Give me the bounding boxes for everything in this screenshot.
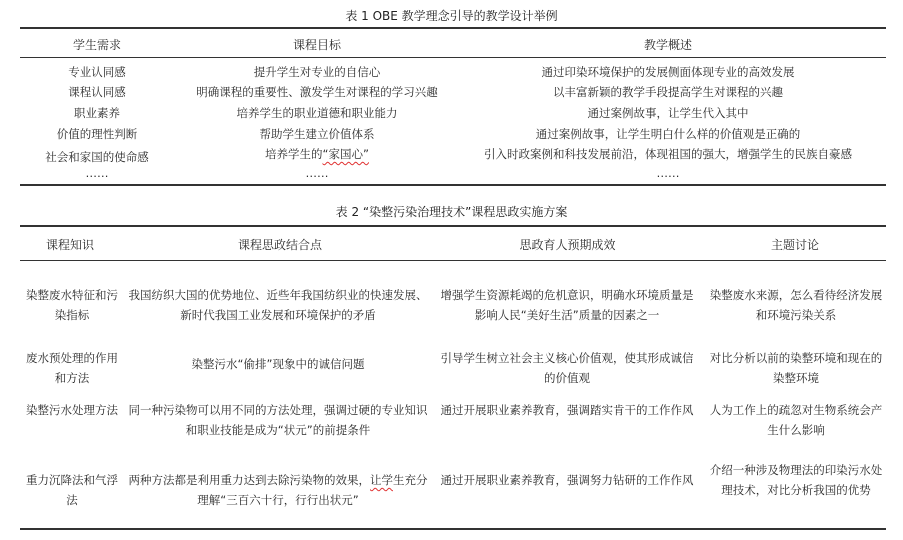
table1-cell: …… bbox=[656, 166, 680, 180]
table1-cell: 帮助学生建立价值体系 bbox=[259, 127, 375, 141]
table1-cell: 明确课程的重要性、激发学生对课程的学习兴趣 bbox=[196, 85, 438, 99]
table1-bottom-rule bbox=[20, 184, 886, 186]
table2-cell: 染整废水来源，怎么看待经济发展和环境污染关系 bbox=[709, 288, 883, 322]
table2-cell bbox=[128, 470, 428, 510]
table2-cell: 染整污水处理方法 bbox=[26, 403, 118, 417]
table1-cell-highlight: “家国心” bbox=[322, 147, 369, 161]
table1-cell: 职业素养 bbox=[74, 106, 120, 120]
table2-cell: 引导学生树立社会主义核心价值观，使其形成诚信的价值观 bbox=[440, 351, 694, 385]
table2-header-ideology-points: 课程思政结合点 bbox=[237, 238, 322, 252]
table2-cell: 重力沉降法和气浮法 bbox=[26, 473, 118, 507]
table2-cell-highlight: 让学 bbox=[370, 473, 393, 487]
table1-cell: 通过案例故事，让学生明白什么样的价值观是正确的 bbox=[535, 127, 801, 141]
table1-top-rule bbox=[20, 27, 886, 29]
table1-cell: 通过印染环境保护的发展侧面体现专业的高效发展 bbox=[541, 65, 795, 79]
table1-cell: 专业认同感 bbox=[68, 65, 126, 79]
table2-bottom-rule bbox=[20, 528, 886, 530]
table1-header-student-needs: 学生需求 bbox=[72, 38, 121, 52]
table1-cell: 社会和家国的使命感 bbox=[45, 150, 149, 164]
table2-cell: 增强学生资源耗竭的危机意识，明确水环境质量是影响人民“美好生活”质量的因素之一 bbox=[440, 288, 694, 322]
table1-cell: 通过案例故事，让学生代入其中 bbox=[587, 106, 749, 120]
table2-header-expected-outcomes: 思政育人预期成效 bbox=[519, 238, 616, 252]
table2-cell: 人为工作上的疏忽对生物系统会产生什么影响 bbox=[709, 403, 883, 437]
table1-header-course-goals: 课程目标 bbox=[292, 38, 341, 52]
table2-header-topic-discussion: 主题讨论 bbox=[770, 238, 819, 252]
table1-cell: …… bbox=[305, 166, 329, 180]
table1-cell-text: 培养学生的 bbox=[265, 147, 323, 161]
table2-cell: 通过开展职业素养教育，强调努力钻研的工作作风 bbox=[440, 473, 694, 487]
table1-cell: 课程认同感 bbox=[68, 85, 126, 99]
table2-header-rule bbox=[20, 260, 886, 261]
table1-caption: 表 1 OBE 教学理念引导的教学设计举例 bbox=[345, 9, 558, 23]
table2-cell: 通过开展职业素养教育，强调踏实肯干的工作作风 bbox=[440, 403, 694, 417]
table1-cell: 价值的理性判断 bbox=[56, 127, 138, 141]
table1-cell: 以丰富新颖的教学手段提高学生对课程的兴趣 bbox=[553, 85, 783, 99]
table2-cell: 对比分析以前的染整环境和现在的染整环境 bbox=[709, 351, 883, 385]
table2-cell: 介绍一种涉及物理法的印染污水处理技术，对比分析我国的优势 bbox=[709, 463, 883, 497]
table1-header-teaching-overview: 教学概述 bbox=[643, 38, 692, 52]
table2-header-course-knowledge: 课程知识 bbox=[45, 238, 94, 252]
table1-cell: 提升学生对专业的自信心 bbox=[253, 65, 381, 79]
table1-cell bbox=[172, 144, 462, 164]
table1-cell: …… bbox=[85, 166, 109, 180]
table1-cell: 培养学生的职业道德和职业能力 bbox=[236, 106, 398, 120]
table2-caption: 表 2 “染整污染治理技术”课程思政实施方案 bbox=[335, 205, 568, 219]
table2-cell-text: 两种方法都是利用重力达到去除污染物的效果， bbox=[128, 473, 370, 487]
table2-cell: 染整污水“偷排”现象中的诚信问题 bbox=[191, 357, 365, 371]
table2-cell-text: 生充分理解“三百六十行，行行出状元” bbox=[197, 473, 428, 507]
table2-cell: 废水预处理的作用和方法 bbox=[26, 351, 118, 385]
table1-header-rule bbox=[20, 57, 886, 58]
table2-cell: 我国纺织大国的优势地位、近些年我国纺织业的快速发展、新时代我国工业发展和环境保护的矛盾 bbox=[128, 288, 428, 322]
table2-top-rule bbox=[20, 225, 886, 227]
table1-cell: 引入时政案例和科技发展前沿，体现祖国的强大，增强学生的民族自豪感 bbox=[484, 147, 852, 161]
table2-cell: 同一种污染物可以用不同的方法处理，强调过硬的专业知识和职业技能是成为“状元”的前提条件 bbox=[128, 403, 428, 437]
table2-cell: 染整废水特征和污染指标 bbox=[26, 288, 118, 322]
